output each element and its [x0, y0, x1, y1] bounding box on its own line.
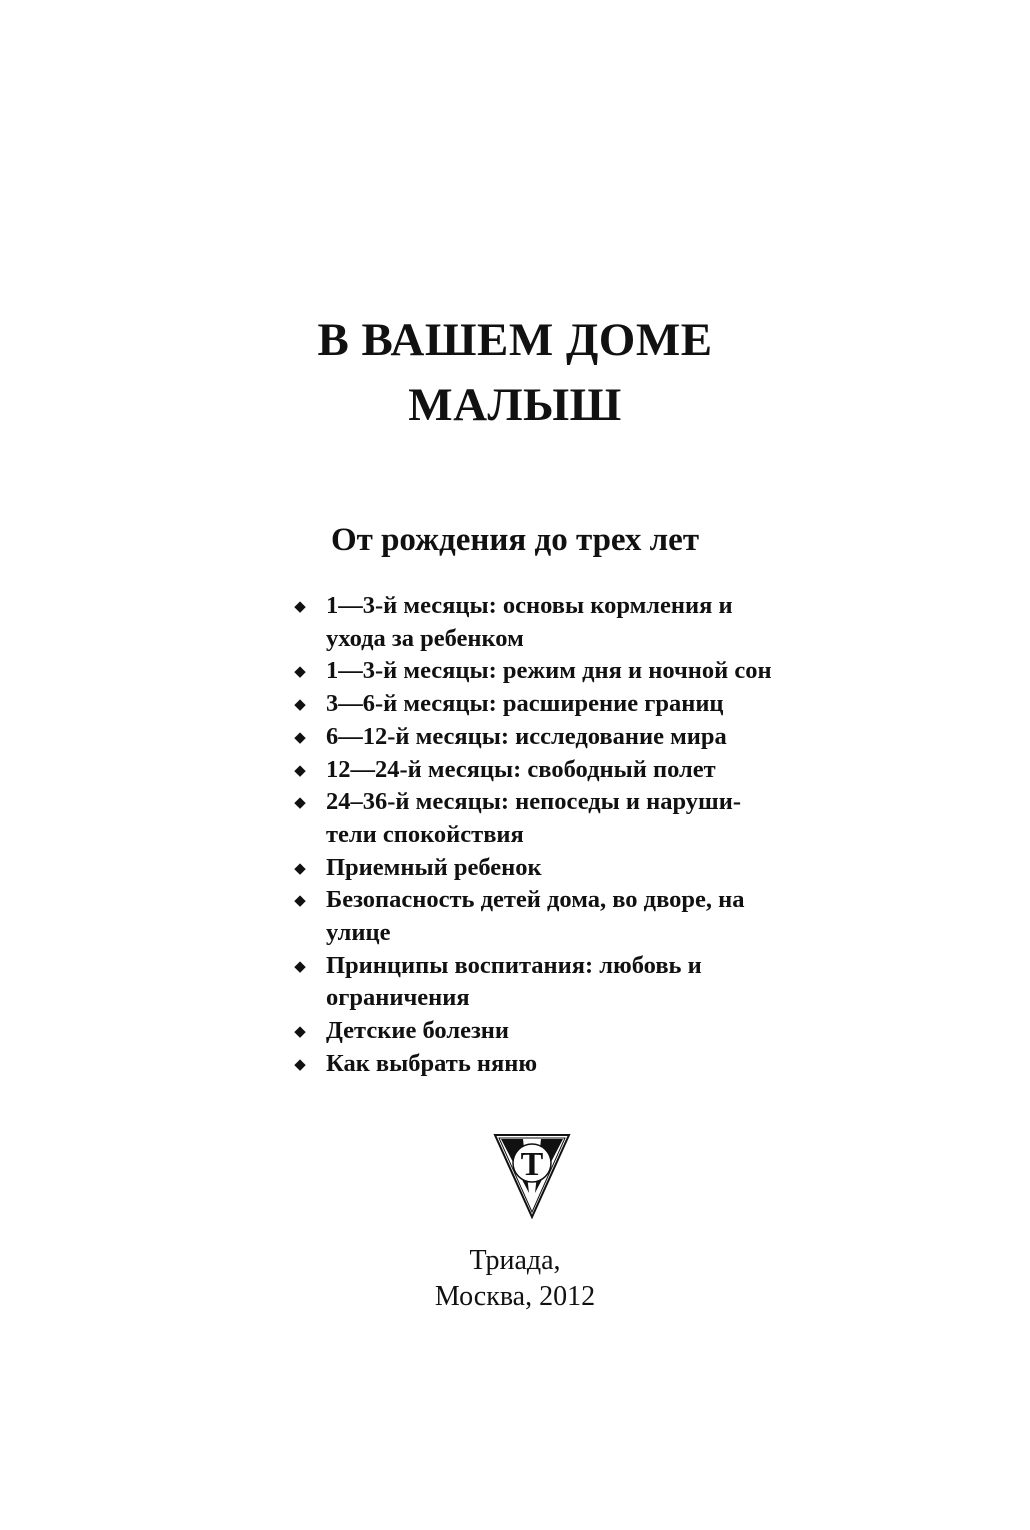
contents-item — [290, 590, 810, 655]
bullet-diamond-icon: ◆ — [294, 958, 306, 975]
contents-item — [290, 852, 810, 885]
bullet-diamond-icon: ◆ — [294, 762, 306, 779]
contents-item-text: ограничения — [326, 984, 470, 1012]
contents-item-text: ухода за ребенком — [326, 624, 524, 652]
contents-item-text: 24–36-й месяцы: непоседы и наруши- — [326, 788, 742, 816]
book-subtitle: От рождения до трех лет — [330, 522, 700, 558]
contents-item-text: Как выбрать няню — [326, 1049, 538, 1077]
contents-item — [290, 1048, 810, 1081]
contents-item-text: Безопасность детей дома, во дворе, на — [326, 886, 745, 914]
contents-item — [290, 786, 810, 851]
contents-item — [290, 884, 810, 949]
bullet-diamond-icon: ◆ — [294, 795, 306, 812]
publisher-name: Триада, — [469, 1245, 561, 1276]
publisher-city-year: Москва, 2012 — [434, 1281, 596, 1312]
contents-item-text: Принципы воспитания: любовь и — [326, 951, 702, 979]
contents-item-text: Приемный ребенок — [326, 853, 542, 881]
contents-list — [290, 590, 810, 1081]
bullet-diamond-icon: ◆ — [294, 893, 306, 910]
bullet-diamond-icon: ◆ — [294, 1024, 306, 1041]
bullet-diamond-icon: ◆ — [294, 729, 306, 746]
book-title-line-1: В ВАШЕМ ДОМЕ — [317, 314, 713, 366]
contents-item-text: 12—24-й месяцы: свободный полет — [326, 755, 716, 783]
contents-item — [290, 655, 810, 688]
bullet-diamond-icon: ◆ — [294, 664, 306, 681]
contents-item — [290, 754, 810, 787]
contents-item — [290, 688, 810, 721]
bullet-diamond-icon: ◆ — [294, 697, 306, 714]
triada-logo-icon — [493, 1133, 571, 1219]
triada-logo-letter: Т — [520, 1146, 544, 1183]
contents-item-text: 1—3-й месяцы: режим дня и ночной сон — [326, 657, 772, 685]
contents-item — [290, 721, 810, 754]
contents-item-text: 3—6-й месяцы: расширение границ — [326, 690, 724, 718]
bullet-diamond-icon: ◆ — [294, 860, 306, 877]
contents-item-text: 6—12-й месяцы: исследование мира — [326, 722, 727, 750]
bullet-diamond-icon: ◆ — [294, 599, 306, 615]
contents-item-text: тели спокойствия — [326, 820, 524, 848]
bullet-diamond-icon: ◆ — [294, 1056, 306, 1073]
contents-item — [290, 950, 810, 1015]
contents-item-text: улице — [326, 919, 391, 947]
contents-item-text: 1—3-й месяцы: основы кормления и — [326, 592, 733, 619]
contents-item — [290, 1015, 810, 1048]
contents-item-text: Детские болезни — [326, 1017, 510, 1045]
book-title-line-2: МАЛЫШ — [408, 379, 622, 431]
